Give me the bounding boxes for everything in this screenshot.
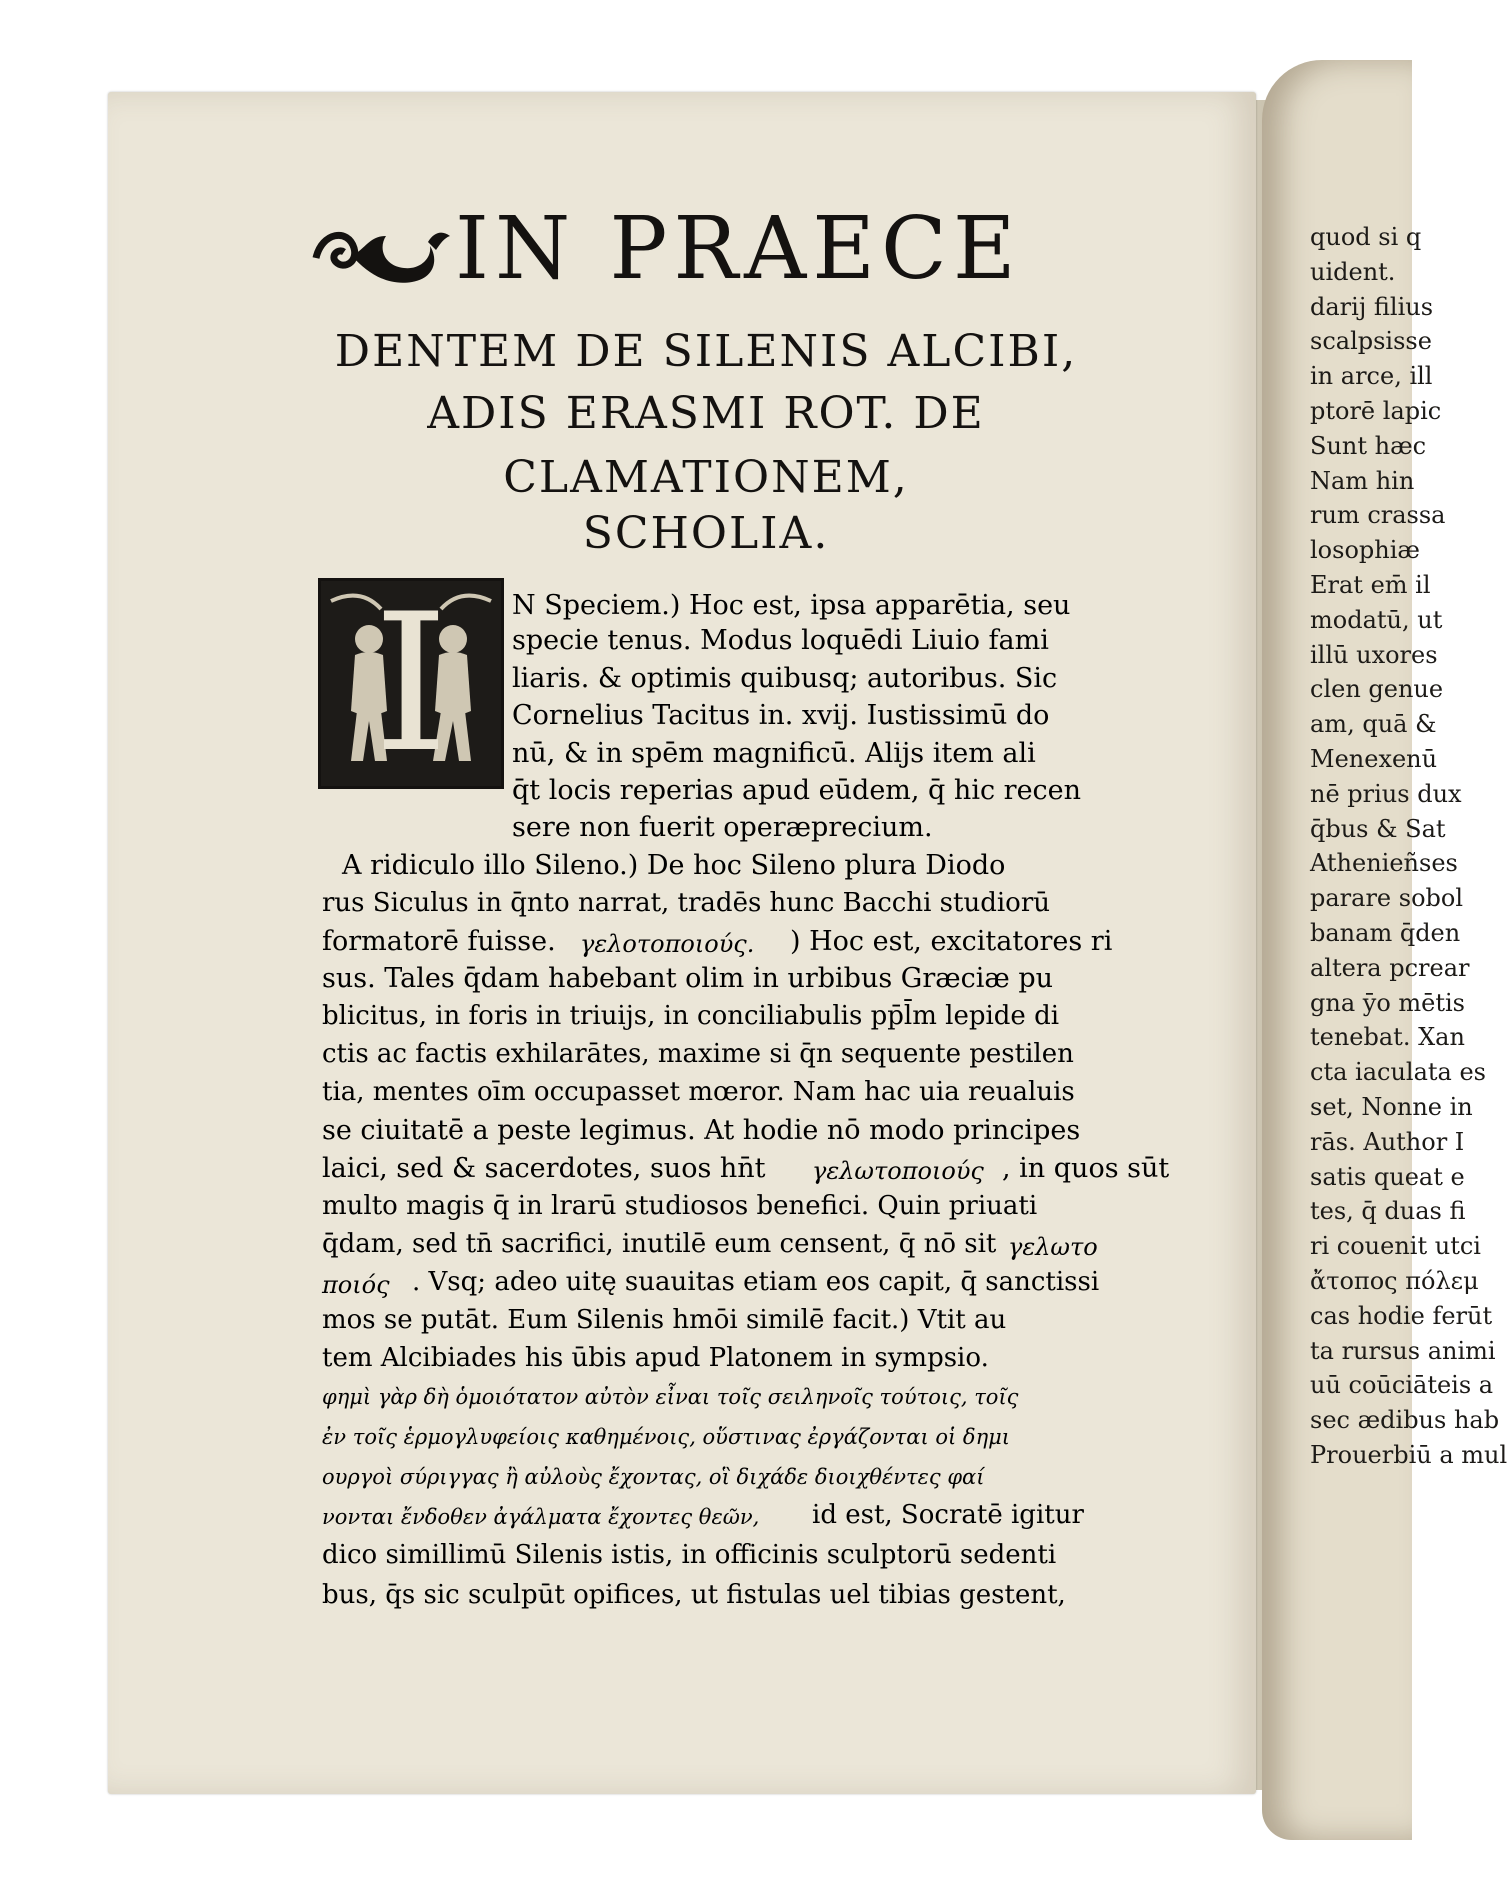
text-line: Cornelius Tacitus in. xvij. Iustissimū do [512, 700, 1050, 731]
right-page-line: Prouerbiū a mul [1310, 1440, 1508, 1469]
right-page-line: uū coūciāteis a [1310, 1371, 1494, 1400]
text-line: specie tenus. Modus loquēdi Liuio fami [512, 625, 1049, 656]
greek-inline: ποιός [322, 1271, 390, 1299]
right-page-line: quod si q [1310, 223, 1422, 251]
text-line: mos se putāt. Eum Silenis hmōi similē facit.) Vtit au [322, 1305, 1007, 1335]
right-page-line: tenebat. Xan [1310, 1023, 1465, 1052]
right-page-line: ta rursus animi [1310, 1336, 1496, 1365]
text-line: se ciuitatē a peste legimus. At hodie nō modo principes [322, 1115, 1081, 1146]
text-line: tia, mentes oīm occupasset mœror. Nam hac uia reualuis [322, 1077, 1075, 1107]
text-line: ) Hoc est, excitatores ri [790, 926, 1113, 957]
right-page-line: Erat em̄ il [1310, 570, 1431, 599]
right-page-line: set, Nonne in [1310, 1092, 1473, 1121]
right-page-line: ri couenit utci [1310, 1232, 1481, 1261]
text-line: ctis ac factis exhilarātes, maxime si q̄n sequente pestilen [322, 1039, 1074, 1069]
right-page-line: gna ȳo mētis [1310, 988, 1465, 1017]
heading-line-4: CLAMATIONEM, [503, 452, 909, 503]
right-page-line: tes, q̄ duas fi [1310, 1197, 1466, 1226]
text-line: id est, Socratē igitur [812, 1500, 1084, 1530]
greek-inline: γελωτοποιούς [812, 1157, 984, 1185]
text-line: laici, sed & sacerdotes, suos hn̄t [322, 1153, 766, 1184]
text-line: q̄dam, sed tn̄ sacrifici, inutilē eum censent, q̄ nō sit [322, 1229, 997, 1259]
heading-line-2: DENTEM DE SILENIS ALCIBI, [334, 326, 1078, 377]
greek-line: νονται ἔνδοθεν ἀγάλματα ἔχοντες θεῶν, [322, 1505, 760, 1529]
text-line: sus. Tales q̄dam habebant olim in urbibus Græciæ pu [322, 963, 1054, 994]
right-page-line: altera pcrear [1310, 953, 1470, 982]
right-page [1262, 60, 1508, 1840]
right-page-line: clen genue [1310, 675, 1444, 704]
right-page-line: cas hodie ferūt [1310, 1301, 1493, 1330]
right-page-line: nē prius dux [1310, 779, 1462, 808]
text-line: A ridiculo illo Sileno.) De hoc Sileno plura Diodo [342, 850, 1006, 881]
right-page-line: losophiæ [1310, 536, 1420, 565]
right-page-line: darij filius [1310, 292, 1434, 321]
text-line: nū, & in spēm magnificū. Alijs item ali [512, 738, 1036, 769]
right-page-line: rās. Author I [1310, 1127, 1465, 1156]
right-page-line: Nam hin [1310, 466, 1415, 495]
greek-inline: γελωτο [1008, 1233, 1098, 1261]
heading-line-1: IN PRAECE [455, 199, 1022, 299]
right-page-line: Athenieñses [1310, 849, 1458, 878]
woodcut-initial [318, 573, 504, 794]
right-page-line: uident. [1310, 257, 1396, 286]
text-line: rus Siculus in q̄nto narrat, tradēs hunc Bacchi studiorū [322, 888, 1050, 918]
right-page-line: q̄bus & Sat [1310, 814, 1446, 843]
greek-line: ἐν τοῖς ἑρμογλυφείοις καθημένοις, οὕστινας ἐργάζονται οἱ δημι [322, 1425, 1011, 1449]
text-line: formatorē fuisse. [322, 926, 556, 957]
right-page-line: cta iaculata es [1310, 1058, 1486, 1087]
text-line: blicitus, in foris in triuijs, in conciliabulis pp̄l̄m lepide di [322, 1001, 1060, 1031]
text-line: sere non fuerit operæprecium. [512, 812, 933, 843]
text-line: , in quos sūt [1002, 1153, 1170, 1184]
text-line: N Speciem.) Hoc est, ipsa apparētia, seu [512, 590, 1071, 621]
right-page-line: satis queat e [1310, 1162, 1465, 1191]
greek-inline: γελοτοποιούς. [580, 930, 755, 958]
right-page-line: ptorē lapic [1310, 396, 1442, 425]
right-page-line: sec ædibus hab [1310, 1406, 1500, 1435]
right-page-line: illū uxores [1310, 640, 1438, 669]
heading-line-5: SCHOLIA. [582, 508, 830, 559]
right-page-line: ἄτοπος πόλεμ [1310, 1266, 1479, 1295]
text-line: . Vsq; adeo uitę suauitas etiam eos capit, q̄ sanctissi [412, 1267, 1100, 1297]
text-line: q̄t locis reperias apud eūdem, q̄ hic recen [512, 775, 1082, 806]
right-page-line: banam q̄den [1310, 918, 1461, 947]
right-page-line: Sunt hæc [1310, 431, 1427, 460]
right-page-line: scalpsisse [1310, 327, 1432, 356]
right-page-line: modatū, ut [1310, 605, 1443, 634]
text-line: multo magis q̄ in lrarū studiosos benefici. Quin priuati [322, 1191, 1038, 1221]
greek-line: φημὶ γὰρ δὴ ὁμοιότατον αὐτὸν εἶναι τοῖς σειληνοῖς τούτοις, τοῖς [322, 1385, 1019, 1409]
text-line: bus, q̄s sic sculpūt opifices, ut fistulas uel tibias gestent, [322, 1580, 1066, 1610]
text-line: tem Alcibiades his ūbis apud Platonem in sympsio. [322, 1343, 989, 1373]
greek-line: ουργοὶ σύριγγας ἢ αὐλοὺς ἔχοντας, οἳ διχάδε διοιχθέντες φαί [322, 1465, 985, 1489]
right-page-line: rum crassa [1310, 501, 1446, 530]
right-page-line: in arce, ill [1310, 362, 1433, 391]
text-line: dico simillimū Silenis istis, in officinis sculptorū sedenti [322, 1540, 1057, 1570]
heading-line-3: ADIS ERASMI ROT. DE [427, 388, 985, 439]
text-line: liaris. & optimis quibusq; autoribus. Sic [512, 663, 1058, 694]
right-page-line: Menexenū [1310, 744, 1438, 773]
right-page-line: parare sobol [1310, 884, 1464, 913]
fleuron-ornament-icon [308, 218, 456, 288]
right-page-line: am, quā & [1310, 710, 1437, 739]
dropcap-letter: I [373, 573, 449, 794]
